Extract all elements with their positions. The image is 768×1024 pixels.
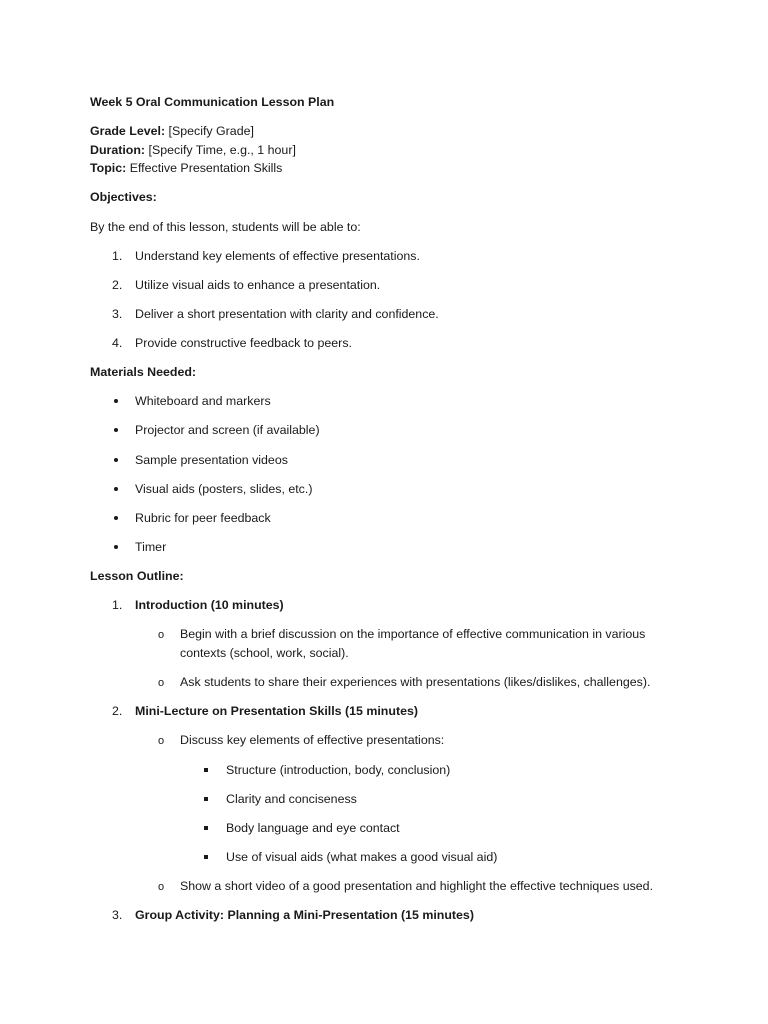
objectives-heading: Objectives: xyxy=(90,190,157,204)
bullet-icon xyxy=(114,487,118,491)
grade-level-line xyxy=(90,123,254,139)
document-title: Week 5 Oral Communication Lesson Plan xyxy=(90,95,335,109)
objective-item: Understand key elements of effective presentations. xyxy=(135,249,420,263)
materials-heading: Materials Needed: xyxy=(90,365,197,379)
section-number: 2. xyxy=(112,704,123,718)
section-number: 1. xyxy=(112,598,123,612)
section-number: 3. xyxy=(112,908,123,922)
topic-label: Topic: xyxy=(90,161,127,175)
circle-bullet-icon: o xyxy=(158,677,165,689)
objective-item: Deliver a short presentation with clarity and confidence. xyxy=(135,307,439,321)
grade-level-label: Grade Level: xyxy=(90,124,166,138)
outline-heading: Lesson Outline: xyxy=(90,569,184,583)
material-item: Whiteboard and markers xyxy=(135,394,271,408)
objective-number: 4. xyxy=(112,336,123,350)
square-bullet-icon xyxy=(204,768,208,772)
sub-item: Begin with a brief discussion on the importance of effective communication in various xyxy=(180,627,646,641)
square-bullet-icon xyxy=(204,826,208,830)
circle-bullet-icon: o xyxy=(158,881,165,893)
bullet-icon xyxy=(114,545,118,549)
section-title: Mini-Lecture on Presentation Skills (15 minutes) xyxy=(135,704,418,718)
objectives-intro: By the end of this lesson, students will be able to: xyxy=(90,220,361,234)
square-bullet-icon xyxy=(204,855,208,859)
duration-value: [Specify Time, e.g., 1 hour] xyxy=(145,143,296,157)
objective-number: 3. xyxy=(112,307,123,321)
objective-number: 2. xyxy=(112,278,123,292)
sub-sub-item: Body language and eye contact xyxy=(226,821,400,835)
topic-value: Effective Presentation Skills xyxy=(126,161,283,175)
section-title: Introduction (10 minutes) xyxy=(135,598,284,612)
material-item: Visual aids (posters, slides, etc.) xyxy=(135,482,313,496)
bullet-icon xyxy=(114,458,118,462)
material-item: Sample presentation videos xyxy=(135,453,288,467)
section-title: Group Activity: Planning a Mini-Presentation (15 minutes) xyxy=(135,908,474,922)
duration-line xyxy=(90,142,296,158)
grade-level-value: [Specify Grade] xyxy=(165,124,254,138)
bullet-icon xyxy=(114,399,118,403)
sub-item: Show a short video of a good presentation and highlight the effective techniques used. xyxy=(180,879,654,893)
sub-item: Discuss key elements of effective presentations: xyxy=(180,733,445,747)
sub-item: Ask students to share their experiences with presentations (likes/dislikes, challenges). xyxy=(180,675,651,689)
duration-label: Duration: xyxy=(90,143,146,157)
topic-line xyxy=(90,160,282,176)
objective-item: Utilize visual aids to enhance a presentation. xyxy=(135,278,381,292)
sub-sub-item: Clarity and conciseness xyxy=(226,792,357,806)
circle-bullet-icon: o xyxy=(158,629,165,641)
circle-bullet-icon: o xyxy=(158,735,165,747)
sub-sub-item: Use of visual aids (what makes a good visual aid) xyxy=(226,850,498,864)
material-item: Projector and screen (if available) xyxy=(135,423,320,437)
square-bullet-icon xyxy=(204,797,208,801)
sub-sub-item: Structure (introduction, body, conclusion) xyxy=(226,763,451,777)
objective-number: 1. xyxy=(112,249,123,263)
sub-item-continuation: contexts (school, work, social). xyxy=(180,646,349,660)
bullet-icon xyxy=(114,516,118,520)
material-item: Timer xyxy=(135,540,167,554)
objective-item: Provide constructive feedback to peers. xyxy=(135,336,352,350)
bullet-icon xyxy=(114,428,118,432)
material-item: Rubric for peer feedback xyxy=(135,511,271,525)
